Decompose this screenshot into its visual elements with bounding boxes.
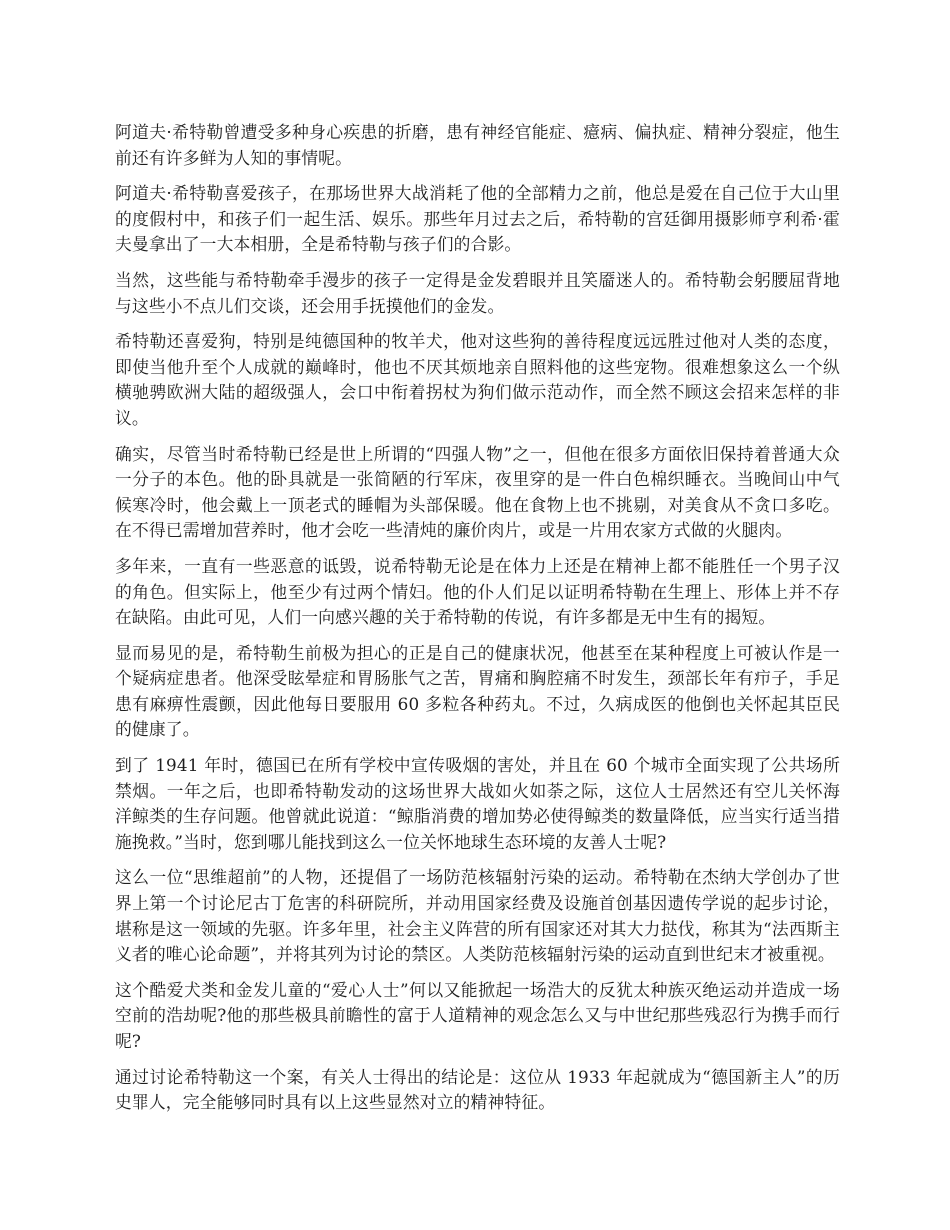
document-body (115, 120, 840, 1126)
paragraph-7: 显而易见的是，希特勒生前极为担心的正是自己的健康状况，他甚至在某种程度上可被认作是一个疑病症患者。他深受眩晕症和胃肠胀气之苦，胃痛和胸腔痛不时发生，颈部长年有疖子，手足患有麻痹性震颤，因此他每日要服用 60 多粒各种药丸。不过，久病成医的他倒也关怀起其臣民的健康了。 (115, 642, 840, 740)
paragraph-11: 通过讨论希特勒这一个案，有关人士得出的结论是：这位从 1933 年起就成为“德国新主人”的历史罪人，完全能够同时具有以上这些显然对立的精神特征。 (115, 1066, 840, 1113)
paragraph-9: 这么一位“思维超前”的人物，还提倡了一场防范核辐射污染的运动。希特勒在杰纳大学创办了世界上第一个讨论尼古丁危害的科研院所，并动用国家经费及设施首创基因遗传学说的起步讨论，堪称是这一领域的先驱。许多年里，社会主义阵营的所有国家还对其大力挞伐，称其为“法西斯主义者的唯心论命题”，并将其列为讨论的禁区。人类防范核辐射污染的运动直到世纪末才被重视。 (115, 867, 840, 965)
paragraph-8: 到了 1941 年时，德国已在所有学校中宣传吸烟的害处，并且在 60 个城市全面实现了公共场所禁烟。一年之后，也即希特勒发动的这场世界大战如火如荼之际，这位人士居然还有空儿关怀海洋鲸类的生存问题。他曾就此说道：“鲸脂消费的增加势必使得鲸类的数量降低，应当实行适当措施挽救。”当时，您到哪儿能找到这么一位关怀地球生态环境的友善人士呢? (115, 755, 840, 852)
paragraph-2: 阿道夫·希特勒喜爱孩子，在那场世界大战消耗了他的全部精力之前，他总是爱在自己位于大山里的度假村中，和孩子们一起生活、娱乐。那些年月过去之后，希特勒的宫廷御用摄影师亨利希·霍夫曼拿出了一大本相册，全是希特勒与孩子们的合影。 (115, 183, 840, 255)
paragraph-3: 当然，这些能与希特勒牵手漫步的孩子一定得是金发碧眼并且笑靥迷人的。希特勒会躬腰屈背地与这些小不点儿们交谈，还会用手抚摸他们的金发。 (115, 269, 840, 316)
paragraph-1: 阿道夫·希特勒曾遭受多种身心疾患的折磨，患有神经官能症、癔病、偏执症、精神分裂症，他生前还有许多鲜为人知的事情呢。 (115, 122, 840, 168)
paragraph-5: 确实，尽管当时希特勒已经是世上所谓的“四强人物”之一，但他在很多方面依旧保持着普通大众一分子的本色。他的卧具就是一张简陋的行军床，夜里穿的是一件白色棉织睡衣。当晚间山中气候寒冷时，他会戴上一顶老式的睡帽为头部保暖。他在食物上也不挑剔，对美食从不贪口多吃。在不得已需增加营养时，他才会吃一些清炖的廉价肉片，或是一片用农家方式做的火腿肉。 (115, 443, 840, 541)
paragraph-6: 多年来，一直有一些恶意的诋毁，说希特勒无论是在体力上还是在精神上都不能胜任一个男子汉的角色。但实际上，他至少有过两个情妇。他的仆人们足以证明希特勒在生理上、形体上并不存在缺陷。由此可见，人们一向感兴趣的关于希特勒的传说，有许多都是无中生有的揭短。 (115, 555, 840, 628)
paragraph-10: 这个酷爱犬类和金发儿童的“爱心人士”何以又能掀起一场浩大的反犹太种族灭绝运动并造成一场空前的浩劫呢?他的那些极具前瞻性的富于人道精神的观念怎么又与中世纪那些残忍行为携手而行呢? (115, 979, 840, 1051)
paragraph-4: 希特勒还喜爱狗，特别是纯德国种的牧羊犬，他对这些狗的善待程度远远胜过他对人类的态度，即使当他升至个人成就的巅峰时，他也不厌其烦地亲自照料他的这些宠物。很难想象这么一个纵横驰骋欧洲大陆的超级强人，会口中衔着拐杖为狗们做示范动作，而全然不顾这会招来怎样的非议。 (115, 331, 840, 428)
